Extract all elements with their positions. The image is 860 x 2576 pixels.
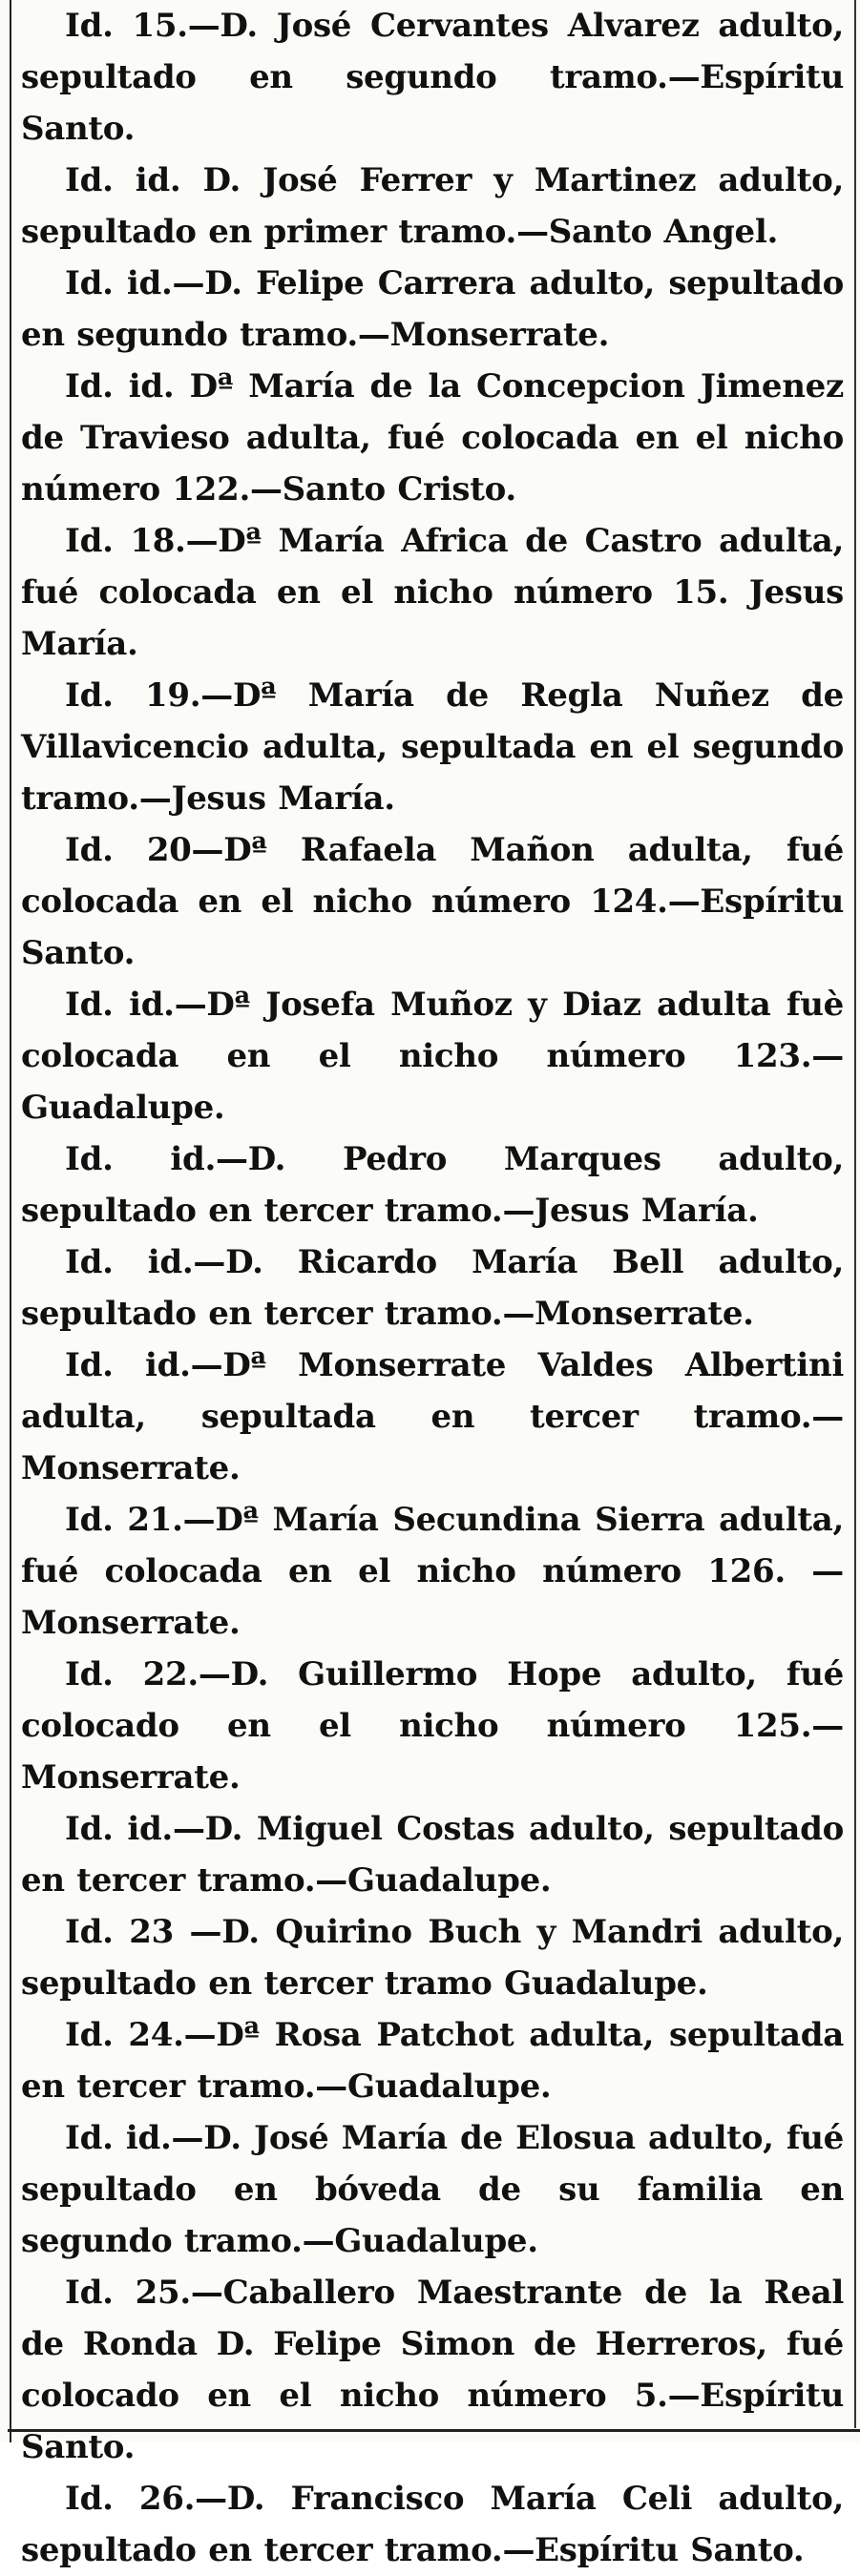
burial-entry: Id. 20—Dª Rafaela Mañon adulta, fué colocada en el nicho número 124.—Espíritu Santo. xyxy=(21,831,844,972)
burial-entry: Id. 26.—D. Francisco María Celi adulto, sepultado en tercer tramo.—Espíritu Santo. xyxy=(21,2480,844,2569)
burial-entry: Id. id. D. José Ferrer y Martinez adulto, sepultado en primer tramo.—Santo Angel. xyxy=(21,161,844,251)
burial-entry: Id. id.—Dª Monserrate Valdes Albertini adulta, sepultada en tercer tramo.—Monserrate. xyxy=(21,1346,844,1487)
burial-entry: Id. id.—D. Miguel Costas adulto, sepultado en tercer tramo.—Guadalupe. xyxy=(21,1810,844,1900)
burial-entry: Id. id.—D. Ricardo María Bell adulto, sepultado en tercer tramo.—Monserrate. xyxy=(21,1243,844,1333)
burial-entry: Id. 15.—D. José Cervantes Alvarez adulto, sepultado en segundo tramo.—Espíritu Santo. xyxy=(21,7,844,148)
burial-entry: Id. 23 —D. Quirino Buch y Mandri adulto, sepultado en tercer tramo Guadalupe. xyxy=(21,1913,844,2003)
burial-entry: Id. 19.—Dª María de Regla Nuñez de Villavicencio adulta, sepultada en el segundo tramo.—Jesus María. xyxy=(21,676,844,818)
burial-entry: Id. 25.—Caballero Maestrante de la Real de Ronda D. Felipe Simon de Herreros, fué colocado en el nicho número 5.—Espíritu Santo. xyxy=(21,2274,844,2466)
burial-entry: Id. id. Dª María de la Concepcion Jimenez de Travieso adulta, fué colocada en el nicho número 122.—Santo Cristo. xyxy=(21,367,844,509)
burial-entry: Id. id.—D. Pedro Marques adulto, sepultado en tercer tramo.—Jesus María. xyxy=(21,1140,844,1230)
right-column-rule xyxy=(854,0,856,2428)
burial-entry: Id. id.—Dª Josefa Muñoz y Diaz adulta fuè colocada en el nicho número 123.—Guadalupe. xyxy=(21,986,844,1127)
burial-entry: Id. id.—D. Felipe Carrera adulto, sepultado en segundo tramo.—Monserrate. xyxy=(21,264,844,354)
burial-register-column xyxy=(21,0,844,2576)
burial-entry: Id. 21.—Dª María Secundina Sierra adulta, fué colocada en el nicho número 126. —Monserrate. xyxy=(21,1501,844,1642)
left-column-rule xyxy=(10,0,11,2442)
burial-entry: Id. 22.—D. Guillermo Hope adulto, fué colocado en el nicho número 125.—Monserrate. xyxy=(21,1655,844,1797)
burial-entry: Id. id.—D. José María de Elosua adulto, fué sepultado en bóveda de su familia en segundo tramo.—Guadalupe. xyxy=(21,2119,844,2260)
burial-entry: Id. 24.—Dª Rosa Patchot adulta, sepultada en tercer tramo.—Guadalupe. xyxy=(21,2016,844,2106)
burial-entry: Id. 18.—Dª María Africa de Castro adulta, fué colocada en el nicho número 15. Jesus María. xyxy=(21,522,844,663)
